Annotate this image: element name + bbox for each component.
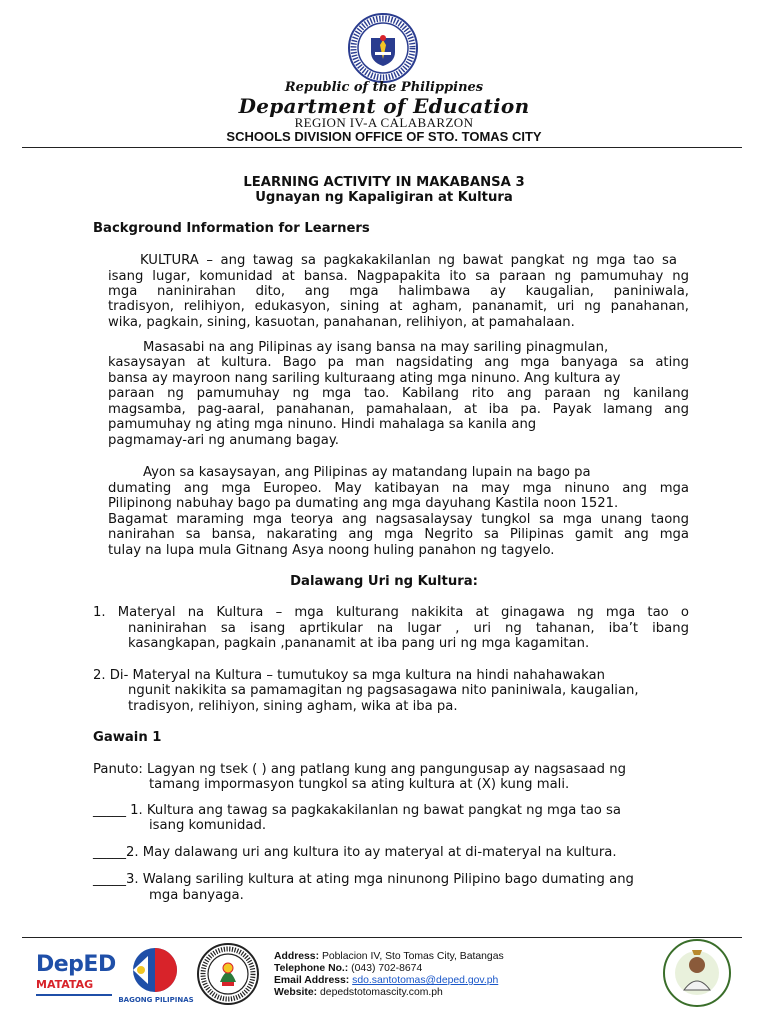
para2-line: paraan ng pamumuhay ng mga tao. Kabilang rito ang paraan ng kanilang (108, 386, 689, 401)
footer-phone (274, 963, 422, 975)
para1-line: wika, pagkain, sining, kasuotan, panahanan, relihiyon, at pamahalaan. (108, 315, 575, 330)
para1-line: isang lugar, komunidad at bansa. Nagpapakita ito sa paraan ng pamumuhay ng (108, 269, 689, 284)
region-line: REGION IV-A CALABARZON (294, 115, 474, 130)
type-item-1-line: naninirahan sa isang aprtikular na lugar , uri ng tahanan, iba’t ibang (128, 621, 689, 636)
question-2[interactable]: _____2. May dalawang uri ang kultura ito ay materyal at di-materyal na kultura. (93, 845, 617, 860)
panuto-line: tamang impormasyon tungkol sa ating kultura at (X) kung mali. (149, 777, 570, 792)
type-item-2-line: tradisyon, relihiyon, sining agham, wika at iba pa. (128, 699, 458, 714)
question-1[interactable]: _____ 1. Kultura ang tawag sa pagkakakilanlan ng bawat pangkat ng mga tao sa (93, 803, 622, 818)
bagong-pilipinas-text: BAGONG PILIPINAS (118, 996, 194, 1004)
question-1-cont: isang komunidad. (149, 818, 267, 833)
deped-seal-icon (347, 12, 419, 84)
para3-line: tulay na lupa mula Gitnang Asya noong huling panahon ng tagyelo. (108, 543, 555, 558)
para2-line: kasaysayan at kultura. Bago pa man nagsidating ang mga banyaga sa ating (108, 355, 689, 370)
footer-website (274, 987, 443, 999)
type-item-2-line: ngunit nakikita sa pamamagitan ng pagsasagawa nito paniniwala, kaugalian, (128, 683, 639, 698)
matatag-underline (36, 994, 112, 996)
deped-matatag-logo (36, 946, 120, 1002)
types-heading: Dalawang Uri ng Kultura: (290, 574, 478, 589)
email-label: Email Address: (274, 975, 350, 986)
tomasino-badge-icon (662, 938, 732, 1008)
para2-line: pagmamay-ari ng anumang bagay. (108, 433, 339, 448)
footer-address (274, 951, 504, 963)
para2-line: magsamba, pag-aaral, panahanan, pamahalaan, at iba pa. Payak lamang ang (108, 402, 689, 417)
address-value: Poblacion IV, Sto Tomas City, Batangas (321, 951, 504, 962)
website-value[interactable]: depedstotomascity.com.ph (320, 987, 443, 998)
type-item-2-line: 2. Di- Materyal na Kultura – tumutukoy sa mga kultura na hindi nahahawakan (93, 668, 605, 683)
republic-line: Republic of the Philippines (284, 80, 484, 95)
matatag-text: MATATAG (36, 978, 94, 991)
para1-line: mga naninirahan dito, ang mga halimbawa ay kaugalian, paniniwala, (108, 284, 689, 299)
activity-title: LEARNING ACTIVITY IN MAKABANSA 3 (243, 175, 525, 190)
type-item-1-line: kasangkapan, pagkain ,pananamit at iba pang uri ng mga kagamitan. (128, 636, 590, 651)
para1-line: tradisyon, relihiyon, edukasyon, sining at agham, pananamit, uri ng panahanan, (108, 299, 689, 314)
para2-line: pamumuhay ng ating mga ninuno. Hindi mahalaga sa kanila ang (108, 417, 537, 432)
para2-line: bansa ay mayroon nang sariling kulturaang ating mga ninuno. Ang kultura ay (108, 371, 621, 386)
phone-value: (043) 702-8674 (351, 963, 423, 974)
panuto-line: Panuto: Lagyan ng tsek ( ) ang patlang kung ang pangungusap ay nagsasaad ng (93, 762, 626, 777)
para2-line: Masasabi na ang Pilipinas ay isang bansa na may sariling pinagmulan, (143, 340, 609, 355)
gawain-heading: Gawain 1 (93, 730, 162, 745)
question-3-cont: mga banyaga. (149, 888, 244, 903)
phone-label: Telephone No.: (274, 963, 349, 974)
type-item-1-line: 1. Materyal na Kultura – mga kulturang nakikita at ginagawa ng mga tao o (93, 605, 689, 620)
bagong-pilipinas-icon (126, 946, 184, 994)
question-3[interactable]: _____3. Walang sariling kultura at ating mga ninunong Pilipino bago dumating ang (93, 872, 634, 887)
website-label: Website: (274, 987, 318, 998)
para3-line: nanirahan sa bansa, nakarating ang mga Negrito sa Pilipinas gamit ang mga (108, 527, 689, 542)
footer-divider (22, 937, 742, 938)
email-link[interactable]: sdo.santotomas@deped.gov.ph (352, 975, 499, 986)
para3-line: Ayon sa kasaysayan, ang Pilipinas ay matandang lupain na bago pa (143, 465, 591, 480)
para1-line: KULTURA – ang tawag sa pagkakakilanlan ng bawat pangkat ng mga tao sa (140, 253, 677, 268)
deped-logo-text: DepED (36, 952, 116, 977)
sdo-seal-icon (196, 942, 260, 1006)
para3-line: Pilipinong nabuhay bago pa dumating ang mga dayuhang Kastila noon 1521. (108, 496, 619, 511)
activity-subtitle: Ugnayan ng Kapaligiran at Kultura (255, 190, 513, 205)
division-office: SCHOOLS DIVISION OFFICE OF STO. TOMAS CITY (226, 129, 542, 144)
address-label: Address: (274, 951, 320, 962)
department-name: Department of Education (238, 94, 530, 118)
para3-line: Bagamat maraming mga teorya ang nagsasalaysay tungkol sa mga unang taong (108, 512, 689, 527)
background-heading: Background Information for Learners (93, 221, 370, 236)
footer-email (274, 975, 498, 987)
header-divider (22, 147, 742, 148)
para3-line: dumating ang mga Europeo. May katibayan na may mga ninuno ang mga (108, 481, 689, 496)
